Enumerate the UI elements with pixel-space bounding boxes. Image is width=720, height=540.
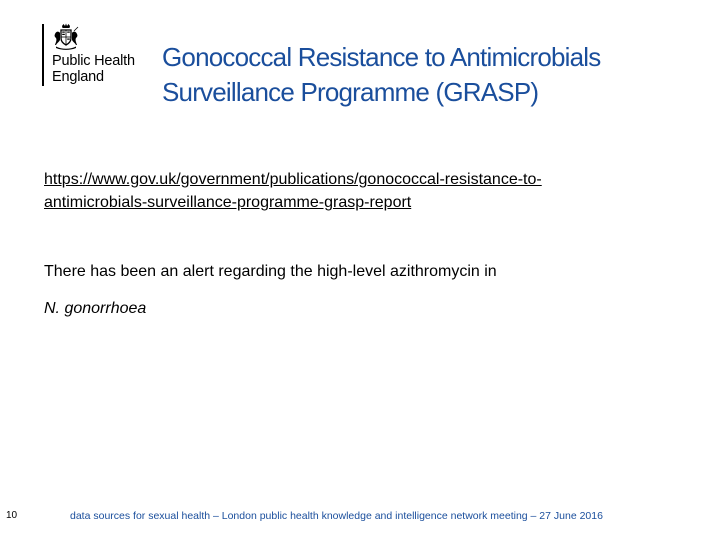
title-line-1: Gonococcal Resistance to Antimicrobials	[162, 42, 601, 72]
royal-crest-icon	[52, 22, 80, 50]
link-line-1: https://www.gov.uk/government/publications/gonococcal-resistance-to-	[44, 171, 542, 188]
logo-org-line2: England	[52, 69, 104, 85]
logo-wordmark	[52, 53, 135, 85]
slide-number: 10	[6, 510, 18, 521]
title-line-2: Surveillance Programme (GRASP)	[162, 77, 539, 107]
logo-org-line1: Public Health	[52, 53, 135, 69]
alert-text: There has been an alert regarding the high-level azithromycin in	[44, 263, 497, 280]
slide-title	[162, 40, 702, 110]
logo-divider	[42, 24, 44, 86]
link-line-2: antimicrobials-surveillance-programme-grasp-report	[44, 194, 412, 211]
grasp-report-link[interactable]	[44, 168, 694, 214]
organism-name: N. gonorrhoea	[44, 300, 147, 317]
phe-logo	[42, 22, 152, 88]
footer-text: data sources for sexual health – London public health knowledge and intelligence network meeting – 27 June 2016	[70, 510, 603, 522]
